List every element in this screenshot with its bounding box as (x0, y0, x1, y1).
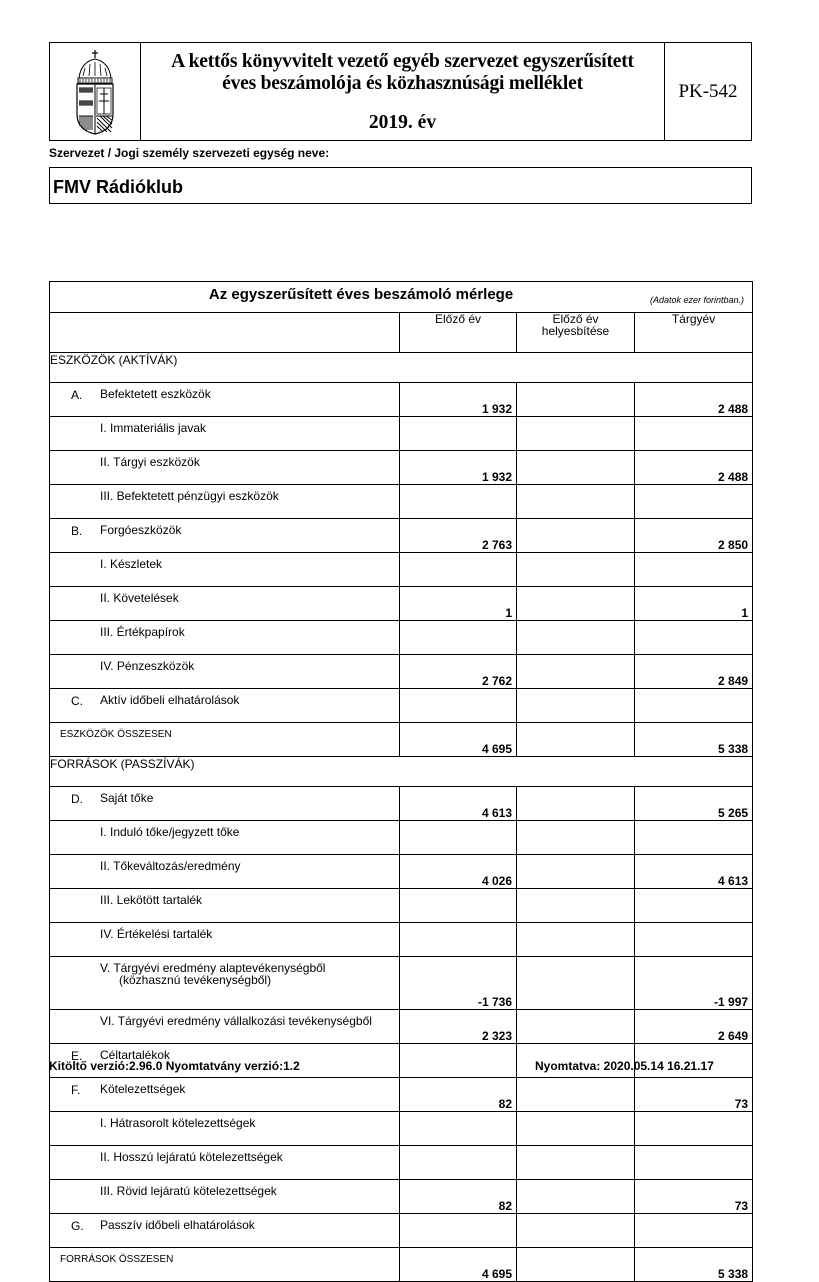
cell-corr (517, 923, 635, 957)
assets-total-row: ESZKÖZÖK ÖSSZESEN 4 695 5 338 (50, 723, 753, 757)
cell-corr (517, 787, 635, 821)
cell-curr (635, 485, 753, 519)
table-row: III. Befektetett pénzügyi eszközök (50, 485, 753, 519)
table-row: VI. Tárgyévi eredmény vállalkozási tevékenységből 2 323 2 649 (50, 1010, 753, 1044)
table-row: III. Lekötött tartalék (50, 889, 753, 923)
cell-curr (635, 553, 753, 587)
cell-curr (635, 417, 753, 451)
cell-curr: 5 338 (635, 723, 753, 757)
cell-prev (400, 1044, 517, 1078)
cell-corr (517, 1248, 635, 1282)
organization-label: Szervezet / Jogi személy szervezeti egység neve: (49, 146, 330, 160)
cell-curr: 2 849 (635, 655, 753, 689)
column-header-row (50, 313, 753, 353)
cell-prev: 4 695 (400, 723, 517, 757)
table-row: I. Induló tőke/jegyzett tőke (50, 821, 753, 855)
cell-curr (635, 1146, 753, 1180)
cell-corr (517, 655, 635, 689)
table-row: II. Tőkeváltozás/eredmény 4 026 4 613 (50, 855, 753, 889)
cell-prev: 4 695 (400, 1248, 517, 1282)
cell-prev (400, 417, 517, 451)
column-header-correction: Előző év helyesbítése (517, 313, 635, 353)
cell-prev: 1 932 (400, 383, 517, 417)
cell-prev: 4 613 (400, 787, 517, 821)
cell-corr (517, 1112, 635, 1146)
form-title (141, 43, 665, 140)
table-row: IV. Értékelési tartalék (50, 923, 753, 957)
cell-corr (517, 855, 635, 889)
cell-prev (400, 689, 517, 723)
form-year: 2019. év (368, 112, 437, 133)
cell-corr (517, 417, 635, 451)
cell-curr (635, 923, 753, 957)
cell-corr (517, 553, 635, 587)
column-header-label (50, 313, 400, 353)
cell-prev (400, 485, 517, 519)
cell-prev (400, 821, 517, 855)
cell-prev: 4 026 (400, 855, 517, 889)
cell-corr (517, 1078, 635, 1112)
cell-corr (517, 451, 635, 485)
cell-curr: 73 (635, 1180, 753, 1214)
cell-corr (517, 1180, 635, 1214)
cell-prev (400, 1112, 517, 1146)
cell-curr: 5 265 (635, 787, 753, 821)
cell-curr: 2 488 (635, 451, 753, 485)
cell-prev: 2 763 (400, 519, 517, 553)
cell-corr (517, 1214, 635, 1248)
cell-corr (517, 383, 635, 417)
assets-section-header: ESZKÖZÖK (AKTÍVÁK) (50, 353, 753, 383)
cell-corr (517, 1010, 635, 1044)
cell-corr (517, 485, 635, 519)
table-row: C. Aktív időbeli elhatárolások (50, 689, 753, 723)
title-line-2: éves beszámolója és közhasznúsági melléklet (222, 73, 583, 94)
table-row: I. Immateriális javak (50, 417, 753, 451)
cell-corr (517, 621, 635, 655)
table-row: D. Saját tőke 4 613 5 265 (50, 787, 753, 821)
cell-corr (517, 723, 635, 757)
table-row: II. Tárgyi eszközök 1 932 2 488 (50, 451, 753, 485)
organization-name-field: FMV Rádióklub (49, 167, 752, 204)
table-row: III. Rövid lejáratú kötelezettségek 82 73 (50, 1180, 753, 1214)
balance-sheet-table (49, 281, 753, 1282)
cell-prev (400, 889, 517, 923)
table-row: G. Passzív időbeli elhatárolások (50, 1214, 753, 1248)
cell-corr (517, 519, 635, 553)
table-row: III. Értékpapírok (50, 621, 753, 655)
cell-corr (517, 1146, 635, 1180)
cell-prev (400, 1214, 517, 1248)
cell-prev: 1 (400, 587, 517, 621)
hungarian-coat-of-arms-icon (73, 48, 117, 136)
cell-curr (635, 689, 753, 723)
table-row: F. Kötelezettségek 82 73 (50, 1078, 753, 1112)
cell-corr (517, 889, 635, 923)
cell-curr: 2 488 (635, 383, 753, 417)
table-row: II. Hosszú lejáratú kötelezettségek (50, 1146, 753, 1180)
cell-curr: 2 649 (635, 1010, 753, 1044)
cell-curr (635, 889, 753, 923)
table-row: E. Céltartalékok (50, 1044, 753, 1078)
table-row: I. Készletek (50, 553, 753, 587)
cell-corr (517, 689, 635, 723)
cell-corr (517, 821, 635, 855)
table-row: V. Tárgyévi eredmény alaptevékenységből (közhasznú tevékenységből) -1 736 -1 997 (50, 957, 753, 1010)
cell-curr (635, 621, 753, 655)
table-row: IV. Pénzeszközök 2 762 2 849 (50, 655, 753, 689)
cell-corr (517, 587, 635, 621)
form-header (49, 42, 752, 141)
unit-note: (Adatok ezer forintban.) (649, 295, 745, 305)
balance-title: Az egyszerűsített éves beszámoló mérlege (208, 286, 514, 303)
cell-prev (400, 621, 517, 655)
cell-prev: 2 762 (400, 655, 517, 689)
table-row: A. Befektetett eszközök 1 932 2 488 (50, 383, 753, 417)
table-row: I. Hátrasorolt kötelezettségek (50, 1112, 753, 1146)
cell-curr: -1 997 (635, 957, 753, 1010)
version-info: Kitöltő verzió:2.96.0 Nyomtatvány verzió:1.2 (49, 1059, 300, 1073)
logo-cell (50, 43, 141, 140)
table-row: II. Követelések 1 1 (50, 587, 753, 621)
cell-prev: 82 (400, 1078, 517, 1112)
title-line-1: A kettős könyvvitelt vezető egyéb szervezet egyszerűsített (171, 51, 634, 72)
cell-prev: 2 323 (400, 1010, 517, 1044)
cell-corr (517, 957, 635, 1010)
balance-title-cell (50, 282, 753, 313)
cell-prev (400, 923, 517, 957)
column-header-current-year: Tárgyév (635, 313, 753, 353)
cell-prev (400, 553, 517, 587)
table-row: B. Forgóeszközök 2 763 2 850 (50, 519, 753, 553)
cell-curr: 5 338 (635, 1248, 753, 1282)
cell-curr (635, 1112, 753, 1146)
cell-prev: 82 (400, 1180, 517, 1214)
cell-curr: 2 850 (635, 519, 753, 553)
cell-curr (635, 1214, 753, 1248)
cell-prev (400, 1146, 517, 1180)
cell-prev: -1 736 (400, 957, 517, 1010)
cell-curr (635, 821, 753, 855)
liabilities-total-row: FORRÁSOK ÖSSZESEN 4 695 5 338 (50, 1248, 753, 1282)
cell-curr: 73 (635, 1078, 753, 1112)
cell-prev: 1 932 (400, 451, 517, 485)
liabilities-section-header: FORRÁSOK (PASSZÍVÁK) (50, 757, 753, 787)
cell-curr: 4 613 (635, 855, 753, 889)
cell-curr: 1 (635, 587, 753, 621)
print-timestamp: Nyomtatva: 2020.05.14 16.21.17 (535, 1059, 714, 1073)
column-header-prev-year: Előző év (400, 313, 517, 353)
form-code: PK-542 (678, 80, 738, 102)
